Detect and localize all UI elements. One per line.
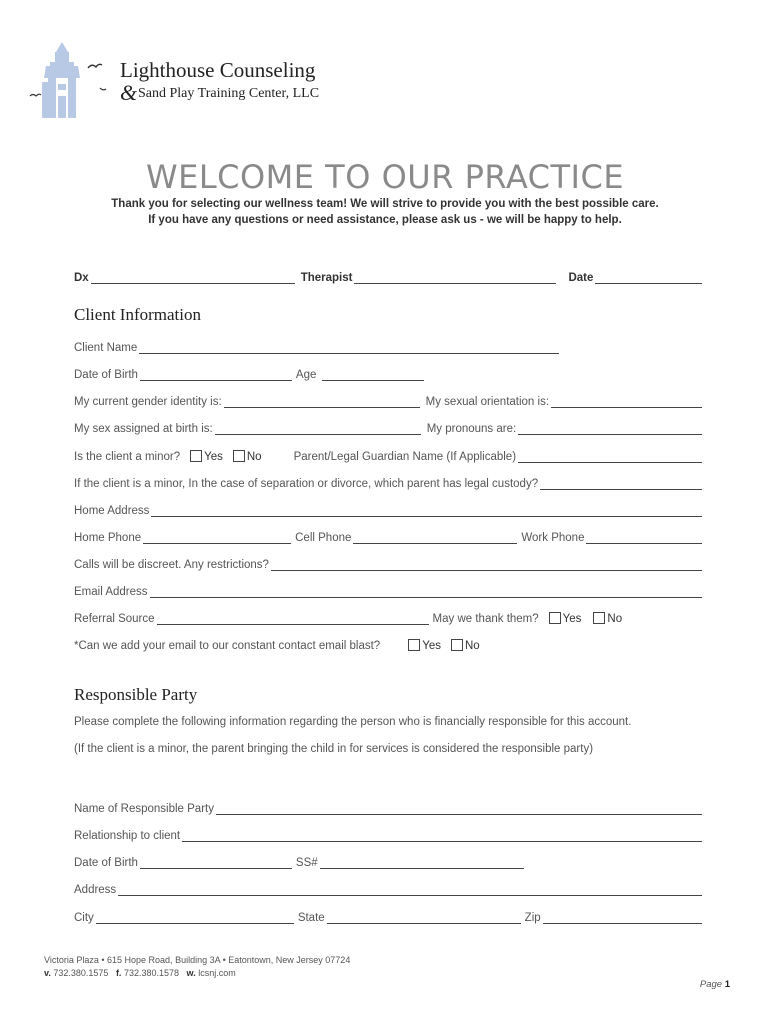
sex-at-birth-field[interactable] [215, 420, 421, 435]
logo-title: Lighthouse Counseling [120, 58, 316, 82]
phones-row [74, 526, 702, 544]
guardian-field[interactable] [518, 448, 702, 463]
website-link[interactable]: lcsnj.com [198, 968, 236, 978]
calls-field[interactable] [271, 556, 702, 571]
minor-row [74, 445, 702, 463]
zip-label: Zip [524, 912, 541, 924]
ssn-label: SS# [295, 857, 318, 869]
referral-label: Referral Source [74, 613, 155, 625]
zip-field[interactable] [543, 909, 702, 924]
cell-phone-label: Cell Phone [295, 532, 352, 544]
intro-line-1: Thank you for selecting our wellness team! We will strive to provide you with the best possible care. [111, 198, 659, 210]
age-field[interactable] [322, 366, 424, 381]
thank-no-option[interactable] [593, 612, 622, 625]
sex-at-birth-label: My sex assigned at birth is: [74, 423, 213, 435]
blast-yes-option[interactable] [408, 639, 441, 652]
custody-label: If the client is a minor, In the case of separation or divorce, which parent has legal custody? [74, 478, 539, 490]
calls-row [74, 553, 702, 571]
work-phone-field[interactable] [586, 529, 702, 544]
phone-label: v. [44, 968, 51, 978]
logo-subtitle: Sand Play Training Center, LLC [138, 86, 320, 101]
city-label: City [74, 912, 94, 924]
therapist-label: Therapist [300, 272, 353, 284]
relationship-field[interactable] [182, 827, 702, 842]
blast-yes-label: Yes [422, 639, 441, 652]
responsible-dob-field[interactable] [140, 854, 292, 869]
cell-phone-field[interactable] [353, 529, 517, 544]
work-phone-label: Work Phone [521, 532, 585, 544]
page-number [700, 979, 730, 990]
top-fields-row [74, 266, 702, 284]
gender-orientation-row [74, 390, 702, 408]
date-field[interactable] [595, 269, 702, 284]
therapist-field[interactable] [354, 269, 556, 284]
client-name-row [74, 336, 702, 354]
responsible-name-row [74, 797, 702, 815]
dob-age-row [74, 363, 702, 381]
referral-row [74, 607, 702, 625]
ssn-field[interactable] [320, 854, 524, 869]
responsible-dob-row [74, 851, 702, 869]
city-state-zip-row [74, 906, 702, 924]
dob-label: Date of Birth [74, 369, 138, 381]
date-label: Date [568, 272, 594, 284]
sex-pronouns-row [74, 417, 702, 435]
email-blast-row [74, 634, 702, 652]
intro-line-2: If you have any questions or need assistance, please ask us - we will be happy to help. [148, 214, 622, 226]
blast-no-checkbox[interactable] [451, 639, 463, 651]
page-num: 1 [724, 979, 730, 990]
minor-yes-label: Yes [204, 450, 223, 463]
responsible-dob-label: Date of Birth [74, 857, 138, 869]
thank-no-label: No [607, 612, 623, 625]
gender-identity-label: My current gender identity is: [74, 396, 222, 408]
responsible-address-label: Address [74, 884, 117, 896]
minor-yes-checkbox[interactable] [190, 450, 202, 462]
state-label: State [297, 912, 325, 924]
thank-yes-label: Yes [562, 612, 582, 625]
responsible-address-field[interactable] [118, 881, 702, 896]
thank-label: May we thank them? [432, 613, 539, 625]
pronouns-label: My pronouns are: [426, 423, 517, 435]
minor-no-label: No [246, 450, 262, 463]
home-address-field[interactable] [151, 502, 702, 517]
responsible-note-2: (If the client is a minor, the parent bringing the child in for services is considered the responsible party) [74, 743, 594, 755]
referral-field[interactable] [157, 610, 429, 625]
gender-identity-field[interactable] [224, 393, 420, 408]
guardian-label: Parent/Legal Guardian Name (If Applicable) [293, 451, 517, 463]
sexual-orientation-field[interactable] [551, 393, 702, 408]
calls-label: Calls will be discreet. Any restrictions? [74, 559, 269, 571]
footer-address: Victoria Plaza • 615 Hope Road, Building 3A • Eatontown, New Jersey 07724 [44, 955, 351, 965]
responsible-name-label: Name of Responsible Party [74, 803, 214, 815]
blast-no-label: No [464, 639, 480, 652]
phone-number: 732.380.1575 [53, 968, 109, 978]
age-label: Age [295, 369, 317, 381]
lighthouse-icon [28, 38, 120, 122]
email-label: Email Address [74, 586, 148, 598]
dx-field[interactable] [91, 269, 295, 284]
client-info-heading: Client Information [74, 305, 202, 324]
minor-no-option[interactable] [233, 450, 262, 463]
minor-yes-option[interactable] [190, 450, 223, 463]
city-field[interactable] [96, 909, 294, 924]
company-logo [28, 38, 328, 122]
home-address-label: Home Address [74, 505, 150, 517]
page-title: WELCOME TO OUR PRACTICE [145, 158, 625, 196]
custody-row [74, 472, 702, 490]
email-row [74, 580, 702, 598]
responsible-note-1: Please complete the following information regarding the person who is financially responsible for this account. [74, 716, 632, 728]
dob-field[interactable] [140, 366, 292, 381]
thank-yes-checkbox[interactable] [549, 612, 561, 624]
home-phone-label: Home Phone [74, 532, 142, 544]
thank-yes-option[interactable] [549, 612, 582, 625]
state-field[interactable] [327, 909, 521, 924]
minor-no-checkbox[interactable] [233, 450, 245, 462]
responsible-name-field[interactable] [216, 800, 702, 815]
blast-yes-checkbox[interactable] [408, 639, 420, 651]
email-blast-label: *Can we add your email to our constant contact email blast? [74, 640, 381, 652]
responsible-address-row [74, 878, 702, 896]
footer [44, 954, 350, 980]
page-label: Page [699, 979, 723, 990]
home-phone-field[interactable] [143, 529, 291, 544]
sexual-orientation-label: My sexual orientation is: [425, 396, 550, 408]
email-field[interactable] [150, 583, 702, 598]
pronouns-field[interactable] [518, 420, 702, 435]
relationship-label: Relationship to client [74, 830, 181, 842]
fax-number: 732.380.1578 [123, 968, 180, 978]
footer-contacts [44, 967, 350, 980]
logo-ampersand: & [120, 80, 138, 105]
client-name-field[interactable] [139, 339, 559, 354]
thank-no-checkbox[interactable] [593, 612, 605, 624]
home-address-row [74, 499, 702, 517]
dx-label: Dx [74, 272, 89, 284]
is-minor-label: Is the client a minor? [74, 451, 181, 463]
client-name-label: Client Name [74, 342, 138, 354]
fax-label: f. [115, 968, 122, 978]
blast-no-option[interactable] [451, 639, 480, 652]
relationship-row [74, 824, 702, 842]
custody-field[interactable] [540, 475, 702, 490]
web-label: w. [186, 968, 196, 978]
responsible-party-heading: Responsible Party [74, 685, 198, 704]
